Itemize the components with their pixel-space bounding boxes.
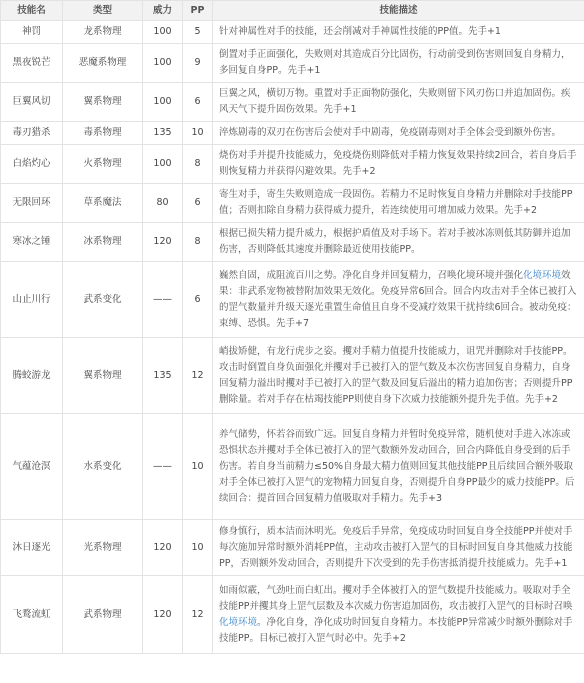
type-cell: 冰系物理 — [63, 223, 143, 262]
pp-cell: 12 — [183, 338, 213, 414]
type-cell: 恶魔系物理 — [63, 44, 143, 83]
power-cell: 135 — [143, 338, 183, 414]
skill-name-cell: 寒冰之锤 — [1, 223, 63, 262]
description-cell — [213, 122, 584, 145]
pp-cell: 9 — [183, 44, 213, 83]
pp-cell: 5 — [183, 21, 213, 44]
power-cell: —— — [143, 414, 183, 520]
type-cell: 毒系物理 — [63, 122, 143, 145]
description-text: 巍然自固，成阻流百川之势。净化自身并回复精力，召唤化境环境并强化 — [219, 269, 524, 281]
table-row — [1, 184, 584, 223]
skill-name-cell: 山止川行 — [1, 262, 63, 338]
description-text: 修身慎行，质本洁而沐明光。免疫后手异常，免疫成功时回复自身全技能PP并使对手每次施加异常时额外消耗PP值，主动攻击被打入罡气的目标时回复自身其他威力技能PP，否则额外发动回合，否则提升下次受到的先手伤害抵消提升技能威力。先手+1 — [219, 525, 573, 569]
type-cell: 翼系物理 — [63, 83, 143, 122]
table-row — [1, 520, 584, 576]
description-cell — [213, 576, 584, 654]
pp-cell: 10 — [183, 122, 213, 145]
header-description: 技能描述 — [213, 1, 584, 21]
table-row — [1, 338, 584, 414]
header-pp: PP — [183, 1, 213, 21]
skill-name-cell: 腾蛟游龙 — [1, 338, 63, 414]
power-cell: 80 — [143, 184, 183, 223]
description-cell — [213, 44, 584, 83]
environment-link[interactable]: 化境环境 — [219, 616, 258, 628]
table-row — [1, 21, 584, 44]
skill-name-cell: 气蕴沧溟 — [1, 414, 63, 520]
pp-cell: 6 — [183, 262, 213, 338]
type-cell: 武系物理 — [63, 576, 143, 654]
header-type: 类型 — [63, 1, 143, 21]
environment-link[interactable]: 化境环境 — [523, 269, 562, 281]
type-cell: 龙系物理 — [63, 21, 143, 44]
type-cell: 武系变化 — [63, 262, 143, 338]
table-row — [1, 44, 584, 83]
power-cell: 135 — [143, 122, 183, 145]
skill-name-cell: 黑夜锐芒 — [1, 44, 63, 83]
power-cell: 120 — [143, 576, 183, 654]
pp-cell: 10 — [183, 414, 213, 520]
description-text: 根据已损失精力提升威力，根据护盾值及对手场下。若对手被冰冻则低其防御并追加伤害，否则降低其速度并删除最近使用技能PP。 — [219, 228, 571, 255]
skill-name-cell: 飞鹜流虹 — [1, 576, 63, 654]
table-row — [1, 83, 584, 122]
description-cell — [213, 338, 584, 414]
table-row — [1, 145, 584, 184]
table-row — [1, 414, 584, 520]
type-cell: 火系物理 — [63, 145, 143, 184]
pp-cell: 6 — [183, 184, 213, 223]
description-cell — [213, 223, 584, 262]
description-text: 烧伤对手并提升技能威力，免疫烧伤则降低对手精力恢复效果持续2回合，若自身后手则恢复精力并获得闪避效果。先手+2 — [219, 150, 577, 177]
description-cell — [213, 414, 584, 520]
description-cell — [213, 21, 584, 44]
pp-cell: 8 — [183, 223, 213, 262]
description-text: 峭拔矫健，有龙行虎步之姿。攫对手精力值提升技能威力，诅咒并删除对手技能PP。攻击时倒置自身负面强化并攫对手已被打入的罡气数及本次伤害回复自身精力，自身回复精力溢出时攫对手已被打入的罡气数及回复后溢出的精力追加伤害；否则提升PP删除量。若对手存在枯竭技能PP则使自身下次威力技能额外提升先手值。先手+2 — [219, 345, 573, 405]
type-cell: 光系物理 — [63, 520, 143, 576]
skill-name-cell: 毒刃猎杀 — [1, 122, 63, 145]
skill-name-cell: 巨翼风切 — [1, 83, 63, 122]
table-header-row — [1, 1, 584, 21]
description-text: 效果：非武系宠物被替附加效果无效化。免疫异常6回合。回合内攻击对手全体已被打入的罡气数量并升级天逐光重置生命值且自身不受减疗效果干扰持续6回合。被动免疫：束缚、恐惧。先手+7 — [219, 269, 577, 329]
skill-name-cell: 无限回环 — [1, 184, 63, 223]
type-cell: 翼系物理 — [63, 338, 143, 414]
description-text: 巨翼之风，横切万物。重置对手正面物防强化，失败则留下风刃伤口并追加固伤。疾风天气下提升固伤效果。先手+1 — [219, 88, 571, 115]
power-cell: 120 — [143, 223, 183, 262]
description-cell — [213, 262, 584, 338]
description-text: 针对神属性对手的技能，还会削减对手神属性技能的PP值。先手+1 — [219, 26, 501, 37]
pp-cell: 8 — [183, 145, 213, 184]
table-row — [1, 262, 584, 338]
description-text: 养气储势，怀若谷而致广远。回复自身精力并暂时免疫异常，随机使对手进入冰冻或恐惧状态并攫对手全体已被打入的罡气数额外发动回合，回合内降低自身受到的后手伤害。若自身当前精力≤50%自身最大精力值则回复其他技能PP且后续回合额外吸取对手全体已被打入罡气的宠物精力回复自身，否则提升自身PP最少的威力技能PP。后续回合：提首回合回复精力值吸取对手精力。先手+3 — [219, 428, 575, 504]
description-text: 淬炼剧毒的双刃在伤害后会使对手中剧毒，免疫剧毒则对手全体会受到额外伤害。 — [219, 127, 562, 138]
table-row — [1, 576, 584, 654]
power-cell: 100 — [143, 44, 183, 83]
header-skill-name: 技能名 — [1, 1, 63, 21]
type-cell: 草系魔法 — [63, 184, 143, 223]
table-row — [1, 223, 584, 262]
power-cell: 120 — [143, 520, 183, 576]
power-cell: 100 — [143, 83, 183, 122]
power-cell: 100 — [143, 21, 183, 44]
skill-name-cell: 神罚 — [1, 21, 63, 44]
power-cell: —— — [143, 262, 183, 338]
table-row — [1, 122, 584, 145]
description-text: 如雨似霰，气劲吐而白虹出。攫对手全体被打入的罡气数提升技能威力。吸取对手全技能PP并攫其身上罡气层数及本次威力伤害追加固伤，攻击被打入罡气的目标时召唤 — [219, 584, 573, 612]
pp-cell: 10 — [183, 520, 213, 576]
description-text: 倒置对手正面强化，失败则对其造成百分比固伤，行动前受到伤害则回复自身精力，多回复自身PP。先手+1 — [219, 49, 571, 76]
skill-name-cell: 白焰灼心 — [1, 145, 63, 184]
description-text: 。净化自身，净化成功时回复自身精力。本技能PP异常减少时额外删除对手技能PP。目标已被打入罡气时必中。先手+2 — [219, 616, 573, 644]
description-cell — [213, 83, 584, 122]
header-power: 威力 — [143, 1, 183, 21]
type-cell: 水系变化 — [63, 414, 143, 520]
power-cell: 100 — [143, 145, 183, 184]
skill-name-cell: 沐日逐光 — [1, 520, 63, 576]
description-cell — [213, 145, 584, 184]
pp-cell: 12 — [183, 576, 213, 654]
description-cell — [213, 520, 584, 576]
description-cell — [213, 184, 584, 223]
description-text: 寄生对手，寄生失败则造成一段固伤。若精力不足时恢复自身精力并删除对手技能PP值；否则扣除自身精力获得威力提升，若连续使用可增加威力效果。先手+2 — [219, 189, 573, 216]
pp-cell: 6 — [183, 83, 213, 122]
